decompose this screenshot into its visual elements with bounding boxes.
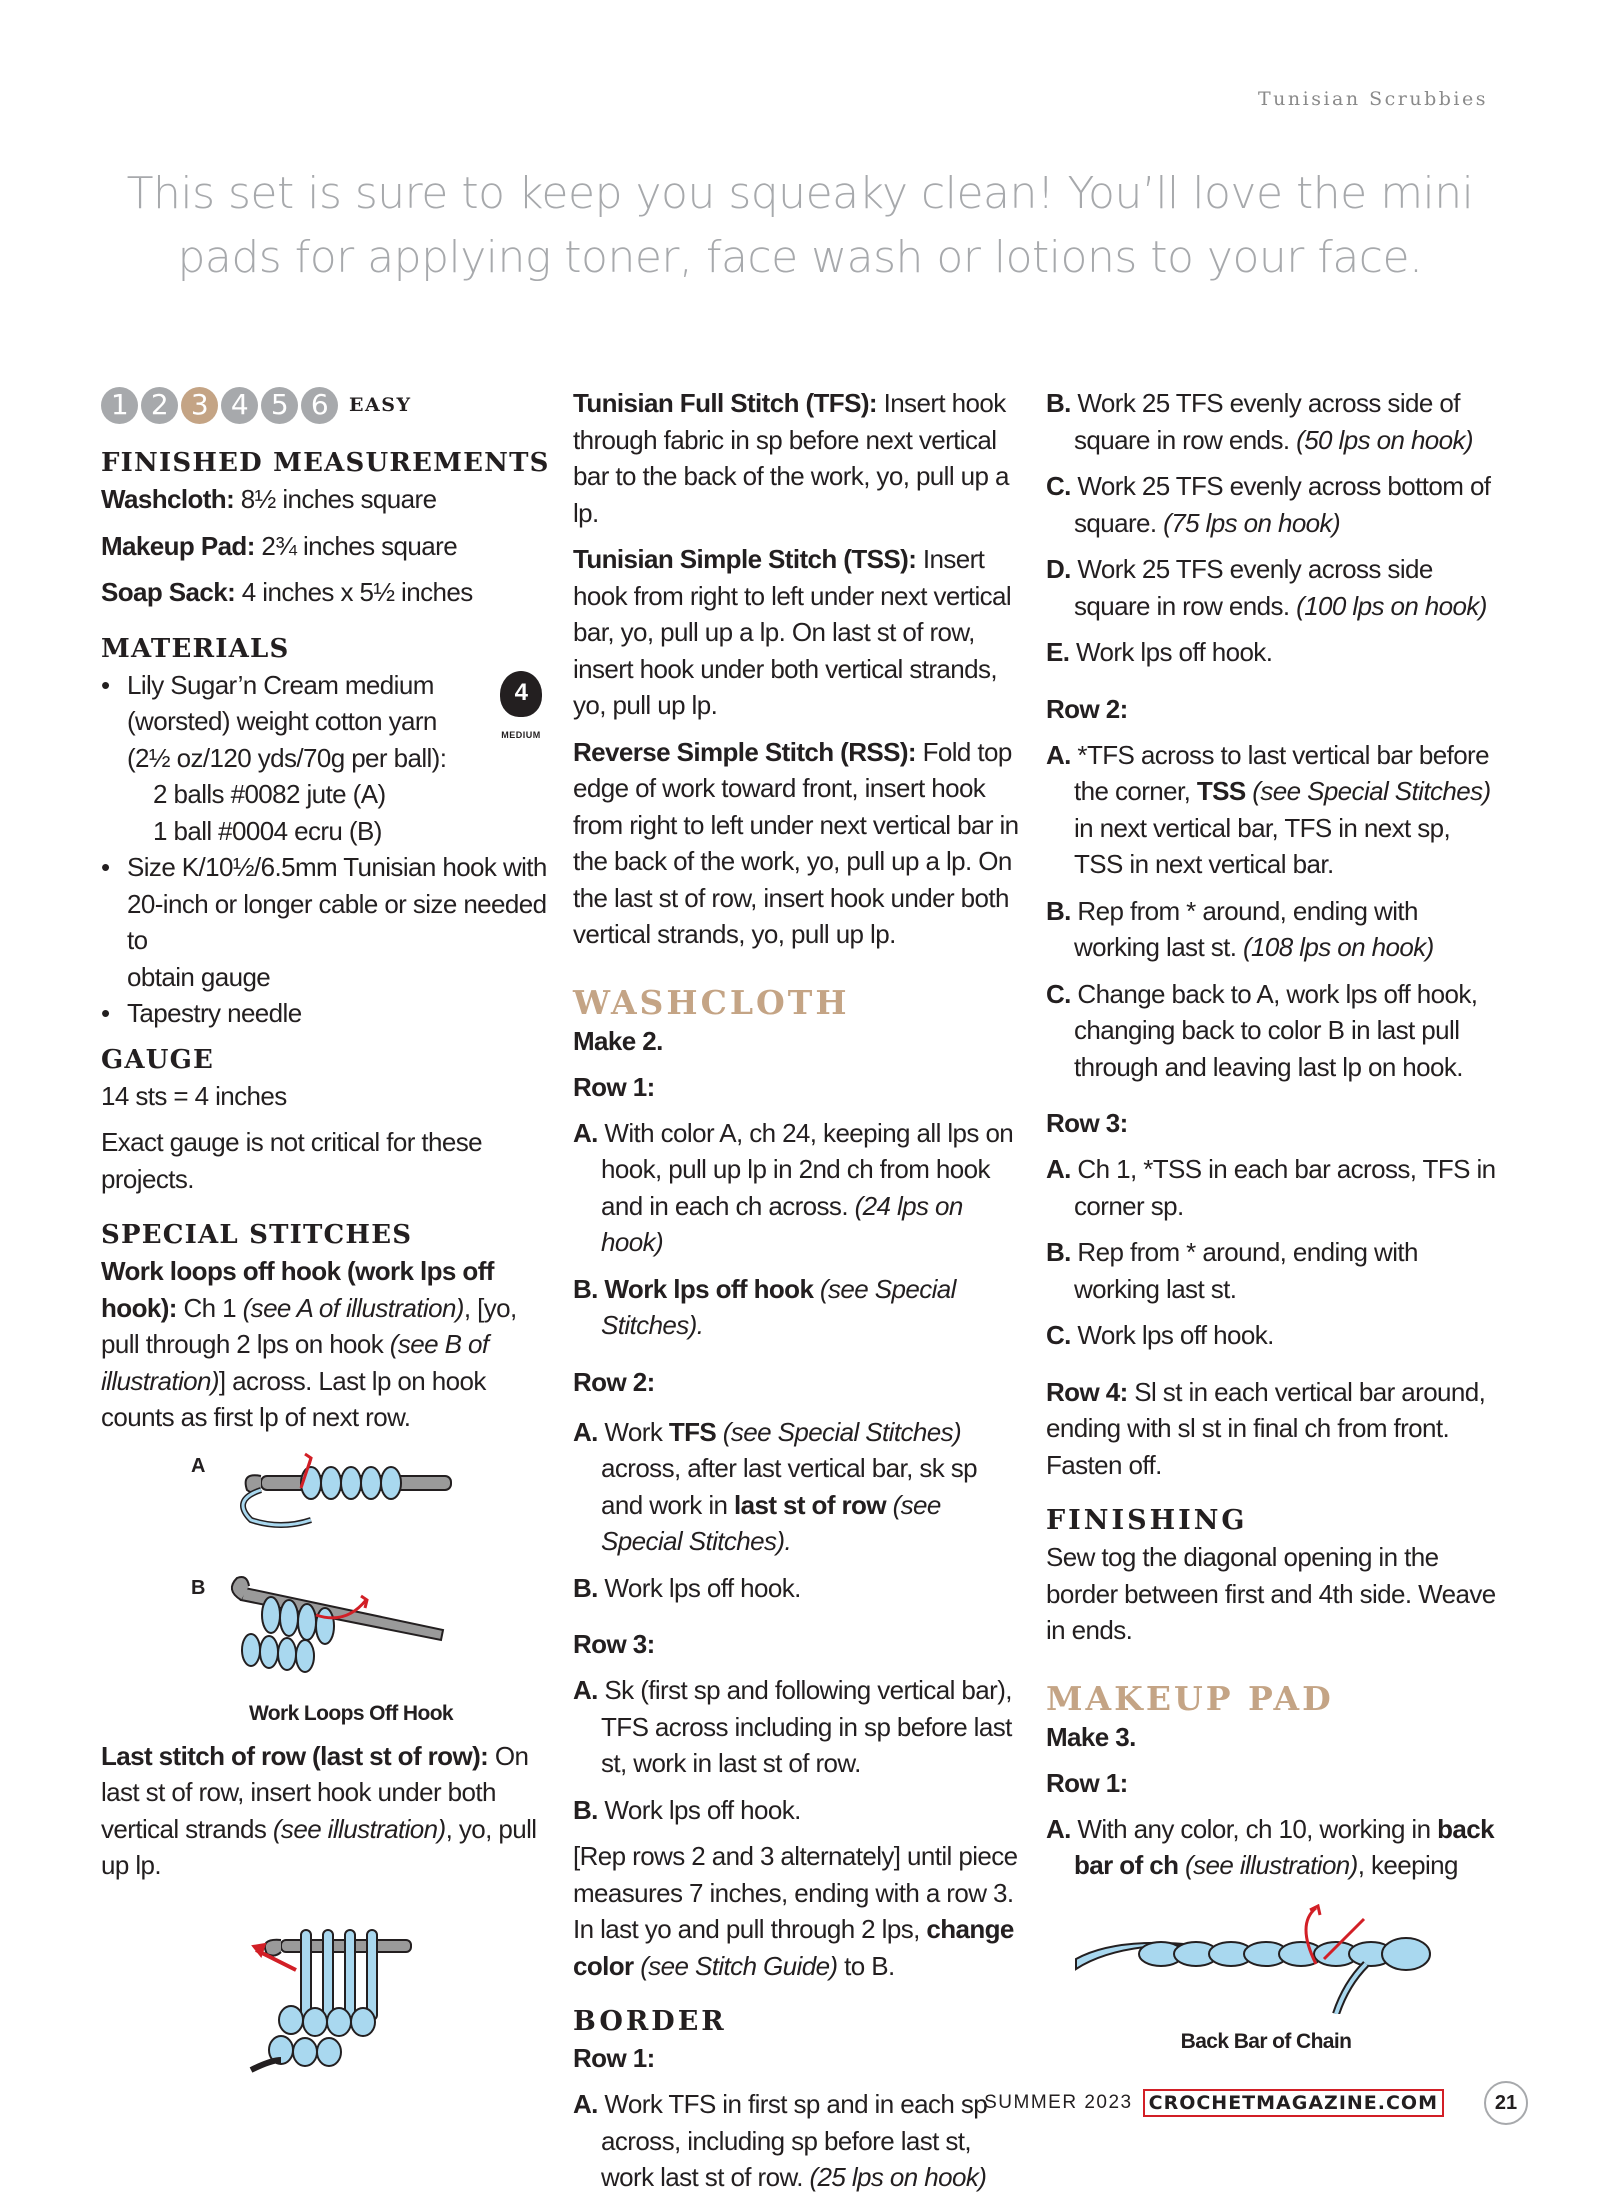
step-text: Work lps off hook. bbox=[597, 1794, 801, 1825]
border-row-2: Row 2: bbox=[1046, 693, 1128, 724]
last-stitch-title: Last stitch of row (last st of row): bbox=[101, 1740, 489, 1771]
hook-loops-drawing bbox=[221, 1440, 481, 1680]
intro-line-2: pads for applying toner, face wash or lotions to your face. bbox=[177, 232, 1423, 283]
yarn-weight-label: MEDIUM bbox=[501, 729, 541, 740]
border-row-1: Row 1: bbox=[573, 2043, 655, 2073]
rss-title: Reverse Simple Stitch (RSS): bbox=[573, 736, 916, 767]
washcloth-size-label: Washcloth: bbox=[101, 484, 235, 514]
last-stitch-illustration bbox=[241, 1910, 421, 2090]
work-loops-off-hook-title-2: hook): bbox=[101, 1292, 177, 1323]
wlo-text-1: Ch 1 bbox=[176, 1292, 243, 1323]
step-italic: (25 lps on hook) bbox=[809, 2162, 987, 2192]
materials-hook-line-2: 20-inch or longer cable or size needed to bbox=[127, 888, 547, 955]
step-letter: C. bbox=[1046, 978, 1071, 1009]
step-letter: A. bbox=[1046, 1154, 1071, 1184]
section-tag: Tunisian Scrubbies bbox=[1257, 88, 1488, 110]
tfs-text: Insert hook through fabric in sp before next vertical bar to the back of the work, yo, pull up a lp. bbox=[573, 388, 1009, 528]
border-row2-step-a bbox=[1046, 737, 1498, 883]
tss-title: Tunisian Simple Stitch (TSS): bbox=[573, 544, 917, 574]
step-text: With color A, ch 24, keeping all lps on hook, pull up lp in 2nd ch from hook and in each ch across. bbox=[597, 1117, 1014, 1221]
washcloth-row1-step-b bbox=[573, 1271, 1023, 1344]
skill-level-2-icon: 2 bbox=[141, 387, 178, 424]
gauge-heading: GAUGE bbox=[101, 1044, 215, 1075]
washcloth-row-1: Row 1: bbox=[573, 1071, 655, 1102]
step-text: Change back to A, work lps off hook, changing back to color B in last pull through and leaving last lp on hook. bbox=[1070, 978, 1478, 1082]
column-3 bbox=[1046, 385, 1498, 2060]
makeup-pad-row-1: Row 1: bbox=[1046, 1767, 1128, 1798]
step-bold: last st of row bbox=[733, 1489, 886, 1520]
makeup-row1-step-a bbox=[1046, 1811, 1498, 1884]
washcloth-repeat bbox=[573, 1838, 1023, 1984]
finished-measurements-heading: FINISHED MEASUREMENTS bbox=[101, 448, 550, 478]
step-text-2: , keeping bbox=[1357, 1850, 1458, 1880]
work-loops-off-hook-caption: Work Loops Off Hook bbox=[248, 1701, 454, 1725]
yarn-weight-number: 4 bbox=[500, 671, 542, 717]
step-bold: TSS bbox=[1196, 776, 1246, 806]
soap-sack-size-label: Soap Sack: bbox=[101, 577, 236, 607]
materials-yarn-line-3: (2½ oz/120 yds/70g per ball): bbox=[127, 742, 447, 773]
border-row1-step-b bbox=[1046, 385, 1498, 458]
skill-level-3-icon: 3 bbox=[181, 387, 218, 424]
work-loops-off-hook-title-1: Work loops off hook (work lps off bbox=[101, 1256, 494, 1286]
work-loops-off-hook-illustration bbox=[101, 1440, 551, 1730]
issue-label: SUMMER 2023 bbox=[984, 2092, 1133, 2113]
skill-level-5-icon: 5 bbox=[261, 387, 298, 424]
border-row1-step-d bbox=[1046, 551, 1498, 624]
washcloth-row3-step-b bbox=[573, 1792, 1023, 1829]
step-text-2: in next vertical bar, TFS in next sp, TSS in next vertical bar. bbox=[1074, 812, 1451, 879]
materials-item-needle: • Tapestry needle bbox=[101, 995, 551, 1032]
materials-item-yarn bbox=[101, 667, 551, 850]
step-letter: D. bbox=[1046, 554, 1071, 584]
step-italic: (see illustration) bbox=[1178, 1850, 1358, 1880]
row-4-label: Row 4: bbox=[1046, 1376, 1128, 1407]
step-letter: B. bbox=[573, 1273, 598, 1304]
step-letter: B. bbox=[573, 1794, 598, 1825]
step-letter: A. bbox=[1046, 739, 1071, 770]
intro-line-1: This set is sure to keep you squeaky clean! You’ll love the mini bbox=[126, 168, 1474, 219]
washcloth-row2-step-a bbox=[573, 1414, 1023, 1560]
border-row-4 bbox=[1046, 1374, 1498, 1484]
step-letter: A. bbox=[573, 1416, 598, 1447]
step-text: Rep from * around, ending with working last st. bbox=[1070, 895, 1418, 962]
washcloth-heading: WASHCLOTH bbox=[573, 982, 850, 1022]
step-italic: (see Special Stitches) bbox=[1245, 776, 1491, 806]
step-bold: Work lps off hook bbox=[597, 1273, 814, 1304]
website-link[interactable]: CROCHETMAGAZINE.COM bbox=[1143, 2089, 1444, 2117]
washcloth-row1-step-a bbox=[573, 1115, 1023, 1261]
step-letter: E. bbox=[1046, 637, 1070, 667]
materials-hook-line-1: • Size K/10½/6.5mm Tunisian hook with bbox=[127, 852, 547, 882]
step-italic: (75 lps on hook) bbox=[1163, 507, 1340, 538]
repeat-bold: change color bbox=[573, 1914, 1014, 1981]
step-text: Work bbox=[597, 1416, 669, 1447]
skill-level-1-icon: 1 bbox=[101, 387, 138, 424]
step-letter: C. bbox=[1046, 1320, 1071, 1350]
repeat-text-2: to B. bbox=[837, 1950, 895, 1981]
step-letter: B. bbox=[1046, 388, 1071, 418]
step-text: Work lps off hook. bbox=[1069, 637, 1273, 667]
work-loops-off-hook-def bbox=[101, 1253, 551, 1436]
wlo-italic-1: (see A of illustration) bbox=[242, 1292, 464, 1323]
repeat-italic: (see Stitch Guide) bbox=[633, 1950, 838, 1981]
materials-section bbox=[101, 631, 551, 1032]
rss-text: Fold top edge of work toward front, insert hook from right to left under next vertical bar in the back of the work, yo, pull up a lp. On the last st of row, insert hook under both vertical strands, yo, pull up lp. bbox=[573, 736, 1019, 949]
wlo-text-2: , [yo, pull through 2 lps on hook bbox=[101, 1292, 517, 1359]
materials-yarn-line-1: • Lily Sugar’n Cream medium bbox=[127, 669, 434, 700]
border-row2-step-c bbox=[1046, 976, 1498, 1086]
page-footer bbox=[984, 2081, 1528, 2125]
figure-b-label: B bbox=[191, 1576, 205, 1599]
tfs-def bbox=[573, 385, 1023, 531]
tss-text: Insert hook from right to left under next vertical bar, yo, pull up a lp. On last st of row, insert hook under both vertical strands, yo, pull up lp. bbox=[573, 544, 1012, 720]
step-text: Work lps off hook. bbox=[597, 1572, 801, 1603]
step-text: Work lps off hook. bbox=[1070, 1320, 1274, 1350]
step-italic: (24 lps on hook) bbox=[601, 1190, 963, 1257]
rss-def bbox=[573, 734, 1023, 953]
last-stitch-italic: (see illustration) bbox=[272, 1813, 446, 1844]
materials-yarn-line-2: (worsted) weight cotton yarn bbox=[127, 706, 437, 736]
step-bold: TFS bbox=[668, 1416, 717, 1447]
step-letter: B. bbox=[573, 1572, 598, 1603]
step-italic: (see Special Stitches). bbox=[601, 1489, 941, 1556]
last-stitch-text-2: , yo, pull up lp. bbox=[101, 1813, 537, 1880]
step-text: *TFS across to last vertical bar before the corner, bbox=[1070, 739, 1489, 806]
wlo-text-3: ] across. Last lp on hook counts as first lp of next row. bbox=[101, 1365, 486, 1432]
makeup-pad-make: Make 3. bbox=[1046, 1721, 1136, 1752]
page-number: 21 bbox=[1484, 2081, 1528, 2125]
step-italic: (see Special Stitches). bbox=[601, 1273, 956, 1340]
step-text: Work 25 TFS evenly across side of square in row ends. bbox=[1070, 388, 1460, 455]
border-row3-step-a bbox=[1046, 1151, 1498, 1224]
step-text: Ch 1, *TSS in each bar across, TFS in corner sp. bbox=[1070, 1154, 1496, 1221]
step-letter: A. bbox=[573, 1117, 598, 1148]
washcloth-row-2: Row 2: bbox=[573, 1366, 655, 1397]
figure-a-label: A bbox=[191, 1454, 205, 1477]
intro-text bbox=[100, 162, 1500, 290]
last-stitch-text-1: On last st of row, insert hook under both vertical strands bbox=[101, 1740, 529, 1844]
makeup-pad-size-label: Makeup Pad: bbox=[101, 530, 255, 561]
step-text: across, after last vertical bar, sk sp and work in bbox=[601, 1453, 978, 1520]
tss-def bbox=[573, 541, 1023, 724]
step-italic: (50 lps on hook) bbox=[1296, 424, 1473, 455]
repeat-text: [Rep rows 2 and 3 alternately] until piece measures 7 inches, ending with a row 3. In last yo and pull through 2 lps, bbox=[573, 1841, 1018, 1944]
step-bold: back bar of ch bbox=[1074, 1813, 1494, 1880]
materials-heading: MATERIALS bbox=[101, 633, 290, 664]
wlo-italic-2: (see B of illustration) bbox=[101, 1329, 489, 1396]
makeup-pad-heading: MAKEUP PAD bbox=[1046, 1678, 1334, 1718]
border-row1-step-e bbox=[1046, 634, 1498, 671]
step-letter: B. bbox=[1046, 1237, 1071, 1267]
border-row1-step-c bbox=[1046, 468, 1498, 541]
washcloth-row3-step-a bbox=[573, 1672, 1023, 1782]
border-row2-step-b bbox=[1046, 893, 1498, 966]
washcloth-row2-step-b bbox=[573, 1570, 1023, 1607]
step-letter: A. bbox=[573, 1675, 598, 1705]
makeup-pad-size-value: 2¾ inches square bbox=[254, 530, 458, 561]
washcloth-make: Make 2. bbox=[573, 1025, 663, 1056]
back-bar-of-chain-illustration bbox=[1066, 1904, 1466, 2014]
materials-item-hook bbox=[101, 849, 551, 995]
step-text: Work 25 TFS evenly across bottom of square. bbox=[1070, 471, 1491, 538]
skill-level-6-icon: 6 bbox=[301, 387, 338, 424]
step-text: Work 25 TFS evenly across side square in row ends. bbox=[1070, 554, 1433, 621]
border-row-3: Row 3: bbox=[1046, 1108, 1128, 1138]
gauge-line-2: Exact gauge is not critical for these projects. bbox=[101, 1127, 483, 1194]
step-text: With any color, ch 10, working in bbox=[1070, 1813, 1438, 1844]
materials-hook-line-3: obtain gauge bbox=[127, 961, 271, 992]
border-heading: BORDER bbox=[573, 2006, 727, 2037]
border-row3-step-c bbox=[1046, 1317, 1498, 1354]
soap-sack-size-value: 4 inches x 5½ inches bbox=[235, 577, 473, 607]
step-letter: A. bbox=[573, 2089, 598, 2119]
column-1 bbox=[101, 385, 551, 2090]
step-letter: A. bbox=[1046, 1813, 1071, 1844]
border-row3-step-b bbox=[1046, 1234, 1498, 1307]
finishing-heading: FINISHING bbox=[1046, 1505, 1248, 1536]
back-bar-of-chain-caption: Back Bar of Chain bbox=[1180, 2029, 1352, 2053]
row-4-text: Sl st in each vertical bar around, ending with sl st in final ch from front. Fasten off. bbox=[1046, 1376, 1486, 1480]
skill-level bbox=[101, 385, 551, 425]
step-italic: (see Special Stitches) bbox=[716, 1416, 962, 1447]
skill-level-4-icon: 4 bbox=[221, 387, 258, 424]
special-stitches-heading: SPECIAL STITCHES bbox=[101, 1220, 413, 1250]
step-text: Rep from * around, ending with working last st. bbox=[1070, 1237, 1418, 1304]
step-text: Work TFS in first sp and in each sp across, including sp before last st, work last st of row. bbox=[597, 2089, 988, 2192]
step-text: Sk (first sp and following vertical bar), TFS across including in sp before last st, work in last st of row. bbox=[597, 1675, 1012, 1778]
gauge-line-1: 14 sts = 4 inches bbox=[101, 1080, 287, 1111]
step-italic: (108 lps on hook) bbox=[1242, 932, 1434, 962]
materials-yarn-color-b: 1 ball #0004 ecru (B) bbox=[153, 815, 382, 846]
border-row1-step-a bbox=[573, 2086, 1023, 2196]
finishing-text: Sew tog the diagonal opening in the border between first and 4th side. Weave in ends. bbox=[1046, 1542, 1496, 1645]
step-letter: C. bbox=[1046, 471, 1071, 501]
washcloth-size-value: 8½ inches square bbox=[234, 484, 437, 514]
step-letter: B. bbox=[1046, 895, 1071, 926]
step-italic: (100 lps on hook) bbox=[1296, 590, 1487, 621]
column-2 bbox=[573, 385, 1023, 2196]
washcloth-row-3: Row 3: bbox=[573, 1629, 655, 1659]
skill-level-label: EASY bbox=[349, 393, 412, 416]
tfs-title: Tunisian Full Stitch (TFS): bbox=[573, 388, 877, 418]
last-stitch-def bbox=[101, 1738, 551, 1884]
materials-yarn-color-a: 2 balls #0082 jute (A) bbox=[153, 779, 386, 809]
